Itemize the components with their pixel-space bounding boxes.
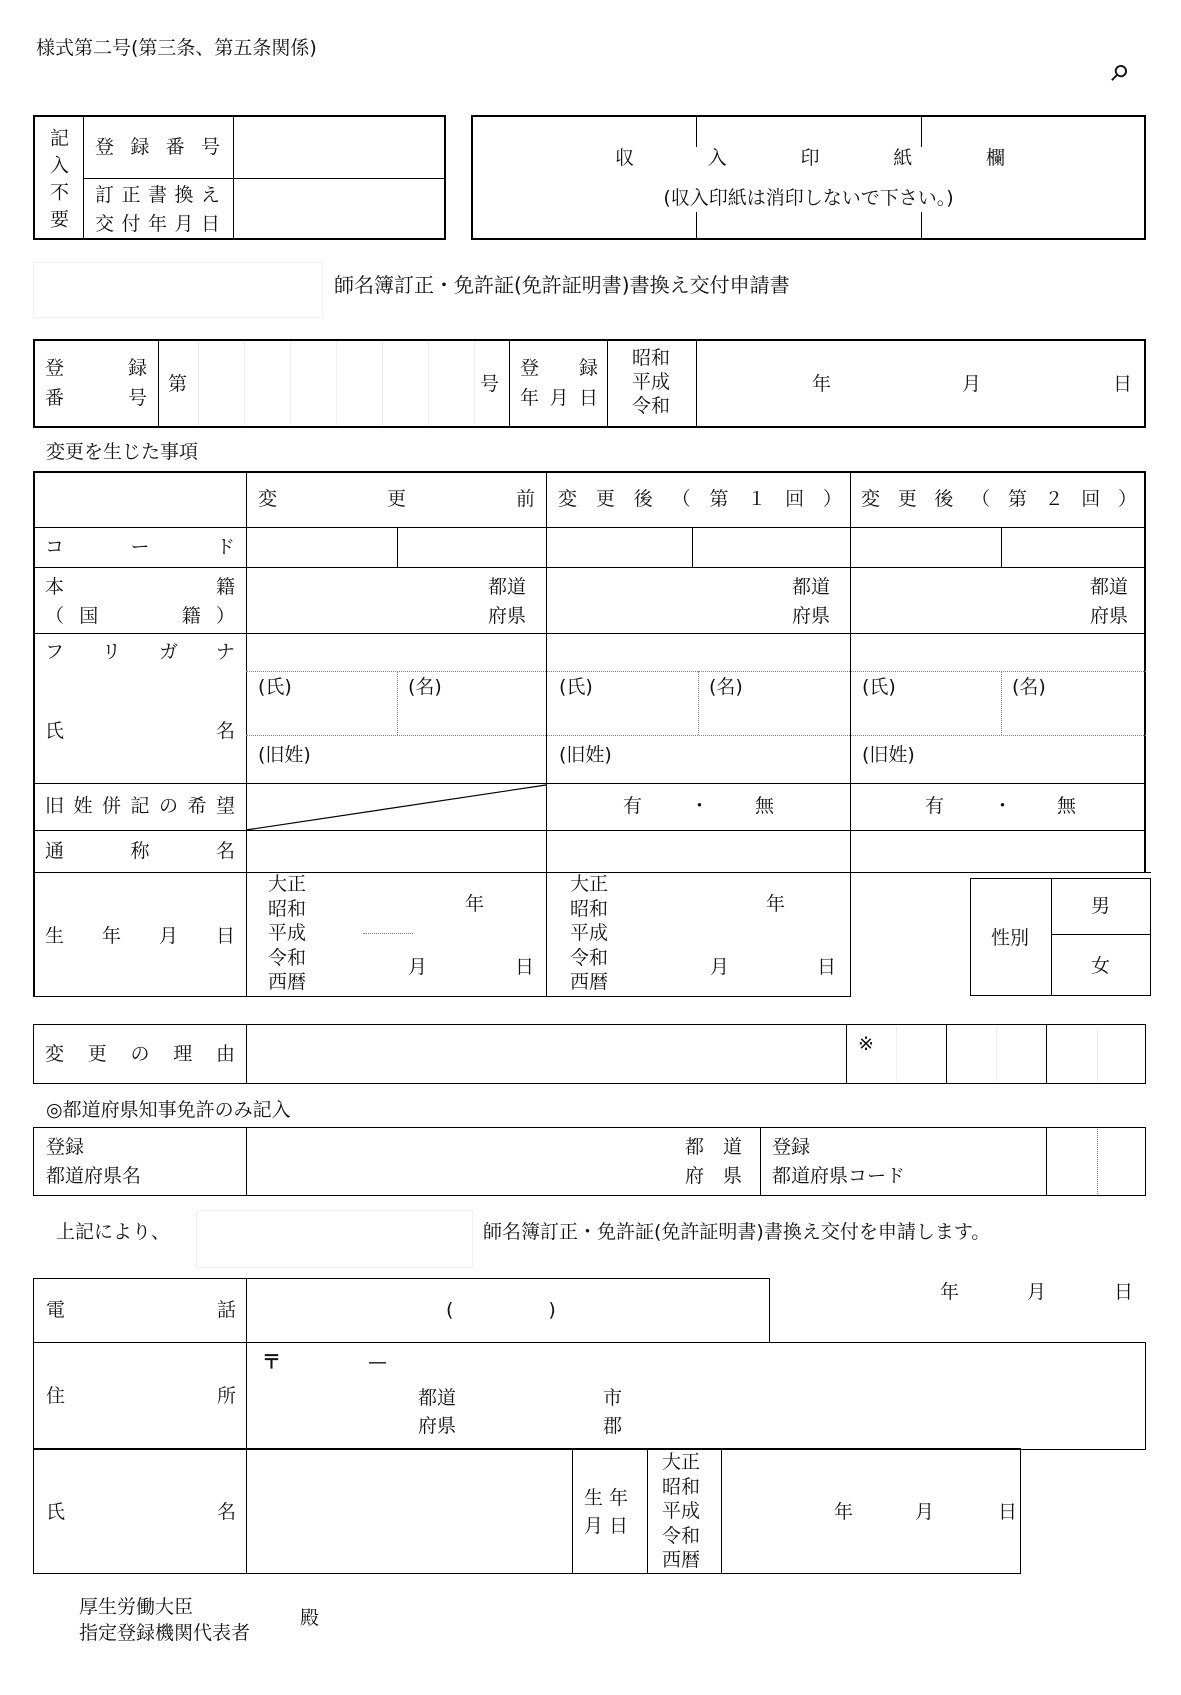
applicant-birth-label-1: 生 年: [584, 1487, 629, 1509]
birth-month-label: 月: [408, 956, 428, 978]
reissue-date-field[interactable]: [236, 181, 442, 238]
row-alias-label: 通 称 名: [45, 840, 235, 862]
addressee-honorific: 殿: [300, 1607, 320, 1629]
stamp-title: 収入印紙欄: [615, 147, 1005, 169]
maiden-name-label: (旧姓): [559, 744, 612, 766]
reg-no-label-2: 番 号: [45, 387, 147, 409]
declaration-prefix: 上記により、: [56, 1221, 171, 1243]
header-after-1: 変更後（第１回）: [558, 488, 842, 510]
office-reg-no-label: 登録番号: [95, 136, 220, 158]
reg-date-label-2: 年月日: [520, 387, 598, 409]
addressee-line-1: 厚生労働大臣: [79, 1596, 194, 1618]
applicant-birth-day: 日: [998, 1501, 1018, 1523]
era-showa[interactable]: 昭和: [662, 1475, 701, 1498]
maiden-wish-yes-2[interactable]: 有: [925, 795, 945, 817]
address-pref-2: 府県: [418, 1415, 457, 1437]
pref-suffix-1: 都 道: [685, 1136, 743, 1158]
era-heisei[interactable]: 平成: [662, 1500, 701, 1522]
surname-label: (氏): [258, 676, 292, 698]
address-label: 住 所: [46, 1385, 236, 1407]
gender-male[interactable]: 男: [1091, 895, 1111, 917]
birth-day-label: 日: [515, 956, 535, 978]
honseki-pref-2: 府県: [792, 605, 831, 627]
separator-dot: ・: [993, 795, 1013, 817]
reg-go: 号: [480, 373, 500, 395]
given-name-label: (名): [709, 676, 743, 698]
era-reiwa[interactable]: 令和: [632, 395, 671, 417]
reg-month: 月: [962, 373, 982, 395]
changes-heading: 変更を生じた事項: [46, 441, 199, 463]
address-pref-1: 都道: [418, 1387, 457, 1409]
birth-eras-before[interactable]: [268, 872, 312, 995]
era-reiwa[interactable]: 令和: [662, 1524, 701, 1547]
reg-day: 日: [1113, 373, 1133, 395]
birth-month-label: 月: [710, 956, 730, 978]
birth-eras-after-1[interactable]: [570, 872, 614, 995]
gender-label: 性別: [991, 927, 1030, 949]
reg-year: 年: [812, 373, 832, 395]
header-after-2: 変更後（第２回）: [861, 488, 1137, 510]
prefecture-note: ◎都道府県知事免許のみ記入: [46, 1099, 291, 1121]
declaration-text: 師名簿訂正・免許証(免許証明書)書換え交付を申請します。: [483, 1221, 991, 1243]
office-mark: ※: [858, 1033, 874, 1055]
document-title: 師名簿訂正・免許証(免許証明書)書換え交付申請書: [334, 273, 790, 297]
pref-label-2: 都道府県名: [46, 1165, 142, 1187]
row-maiden-wish-label: 旧姓併記の希望: [45, 795, 235, 817]
era-taisho[interactable]: 大正: [570, 873, 609, 895]
applicant-name-label: 氏 名: [46, 1501, 236, 1523]
birth-year-label: 年: [766, 893, 786, 915]
pref-suffix-2: 府 県: [685, 1165, 743, 1187]
office-reg-no-field[interactable]: [236, 118, 442, 176]
address-field[interactable]: [250, 1345, 1140, 1445]
postal-dash: —: [368, 1351, 387, 1373]
pref-code-label-2: 都道府県コード: [772, 1165, 906, 1187]
registration-number-field[interactable]: [192, 342, 472, 425]
header-before: 変 更 前: [258, 488, 535, 510]
pref-code-label-1: 登録: [772, 1136, 811, 1158]
row-furigana-label: フ リ ガ ナ: [45, 641, 235, 663]
paperclip-icon: ⚲: [1103, 59, 1133, 89]
maiden-name-label: (旧姓): [862, 744, 915, 766]
row-name-label: 氏 名: [45, 720, 235, 742]
reg-date-label-1: 登 録: [520, 357, 598, 379]
maiden-name-label: (旧姓): [258, 744, 311, 766]
revenue-stamp-box[interactable]: [471, 115, 1146, 240]
address-gun: 郡: [603, 1415, 623, 1437]
era-showa[interactable]: 昭和: [268, 897, 307, 920]
era-taisho[interactable]: 大正: [268, 873, 307, 895]
maiden-wish-no-1[interactable]: 無: [755, 795, 775, 817]
office-use-label: 記入不要: [47, 128, 69, 228]
postal-mark-icon: 〒: [262, 1351, 282, 1373]
applicant-birth-label-2: 月 日: [584, 1515, 629, 1537]
applicant-name-field[interactable]: [250, 1451, 568, 1571]
era-heisei[interactable]: 平成: [268, 922, 307, 944]
maiden-wish-no-2[interactable]: 無: [1057, 795, 1077, 817]
form-number: 様式第二号(第三条、第五条関係): [36, 37, 317, 59]
era-reiwa[interactable]: 令和: [570, 946, 609, 969]
application-month: 月: [1027, 1281, 1047, 1303]
era-seireki[interactable]: 西暦: [570, 971, 609, 993]
era-heisei[interactable]: 平成: [570, 922, 609, 944]
application-year: 年: [940, 1281, 960, 1303]
era-showa[interactable]: 昭和: [570, 897, 609, 920]
reason-label: 変 更 の 理 由: [45, 1043, 235, 1065]
era-showa[interactable]: 昭和: [632, 347, 671, 369]
diagonal-strike: [246, 783, 546, 830]
honseki-pref-1: 都道: [488, 576, 527, 598]
honseki-pref-2: 府県: [1090, 605, 1129, 627]
honseki-pref-2: 府県: [488, 605, 527, 627]
row-birth-label: 生 年 月 日: [45, 925, 235, 947]
stamp-note: (収入印紙は消印しないで下さい。): [663, 187, 954, 209]
separator-dot: ・: [690, 795, 710, 817]
phone-area-code[interactable]: ( ): [446, 1299, 556, 1321]
reason-field[interactable]: [250, 1027, 842, 1081]
reg-dai: 第: [168, 373, 188, 395]
pref-label-1: 登録: [46, 1136, 85, 1158]
gender-female[interactable]: 女: [1091, 955, 1111, 977]
surname-label: (氏): [862, 676, 896, 698]
applicant-birth-year: 年: [834, 1501, 854, 1523]
era-reiwa[interactable]: 令和: [268, 946, 307, 969]
era-taisho[interactable]: 大正: [662, 1451, 701, 1473]
address-city: 市: [603, 1387, 623, 1409]
reg-no-label-1: 登 録: [45, 357, 147, 379]
applicant-birth-eras[interactable]: [662, 1450, 706, 1573]
reissue-label-2: 交付年月日: [95, 213, 220, 235]
row-nationality-label: （国 籍）: [45, 605, 235, 627]
surname-label: (氏): [559, 676, 593, 698]
given-name-label: (名): [1012, 676, 1046, 698]
era-seireki[interactable]: 西暦: [662, 1549, 701, 1571]
honseki-pref-1: 都道: [792, 576, 831, 598]
row-code-label: コ ー ド: [45, 536, 235, 558]
phone-label: 電 話: [46, 1299, 236, 1321]
given-name-label: (名): [408, 676, 442, 698]
addressee-line-2: 指定登録機関代表者: [79, 1622, 251, 1644]
honseki-pref-1: 都道: [1090, 576, 1129, 598]
era-heisei[interactable]: 平成: [632, 371, 671, 393]
birth-day-label: 日: [817, 956, 837, 978]
maiden-wish-yes-1[interactable]: 有: [623, 795, 643, 817]
birth-year-label: 年: [465, 893, 485, 915]
era-seireki[interactable]: 西暦: [268, 971, 307, 993]
reissue-label-1: 訂正書換え: [95, 184, 220, 206]
row-honseki-label: 本 籍: [45, 576, 235, 598]
application-day: 日: [1114, 1281, 1134, 1303]
applicant-birth-month: 月: [915, 1501, 935, 1523]
prefecture-name-field[interactable]: [250, 1130, 670, 1193]
